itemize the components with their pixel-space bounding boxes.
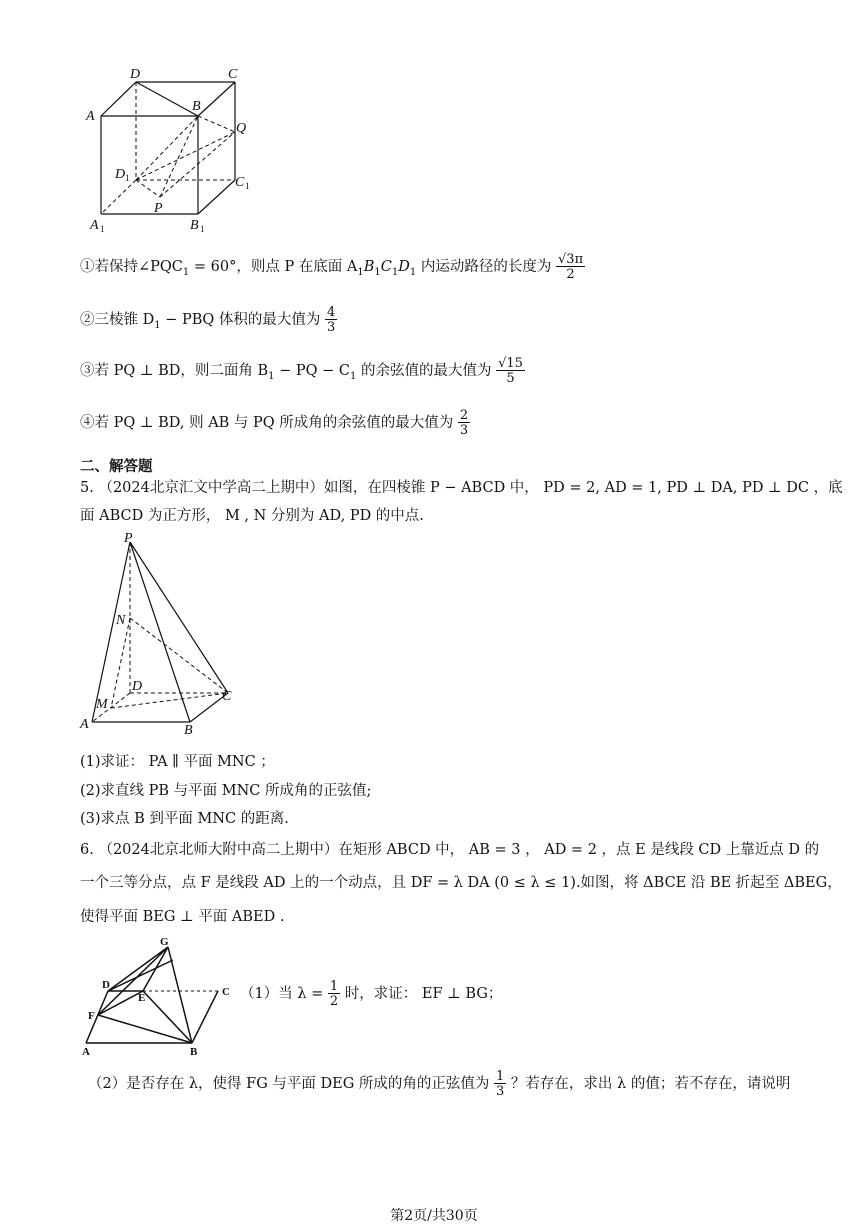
label-M: M — [96, 697, 108, 712]
label-F: F — [88, 1010, 95, 1022]
q6-line2: 一个三等分点，点 F 是线段 AD 上的一个动点，且 DF = λ DA (0 ≤ λ ≤ 1).如图，将 ΔBCE 沿 BE 折起至 ΔBEG， — [80, 875, 842, 891]
label-B: B — [184, 723, 193, 738]
q6-line3: 使得平面 BEG ⊥ 平面 ABED . — [80, 909, 285, 925]
label-G: G — [160, 936, 169, 948]
label-A1: A — [90, 218, 99, 233]
label-C: C — [228, 67, 238, 82]
q5-line1: 5. （2024北京汇文中学高二上期中）如图，在四棱锥 P − ABCD 中， PD = 2, AD = 1, PD ⊥ DA, PD ⊥ DC ，底 — [80, 480, 843, 496]
q5-line2: 面 ABCD 为正方形， M , N 分别为 AD, PD 的中点. — [80, 508, 424, 524]
label-A: A — [80, 717, 89, 732]
cube-figure — [80, 62, 270, 237]
option-3: ③若 PQ ⊥ BD，则二面角 $B_1$ − PQ − $C_1$ 的余弦值的最大值为 $\frac{√15}{5}$ — [80, 356, 523, 386]
svg-text:1: 1 — [200, 224, 205, 234]
label-D: D — [102, 979, 110, 991]
svg-text:1: 1 — [125, 173, 130, 183]
option-1: ①若保持$\angle PQC_1 = 60^\circ$，则点 P 在底面 $A_1B_1C_1D_1$ 内运动路径的长度为 $\frac{√3\pi}{2}$ — [80, 252, 584, 282]
label-D: D — [130, 67, 141, 82]
label-P: P — [154, 201, 163, 216]
q6-sub2: （2）是否存在 λ，使得 FG 与平面 DEG 所成的角的正弦值为 $\frac{1}{3}$ ？若存在，求出 λ 的值；若不存在，请说明 — [88, 1069, 791, 1099]
q5-sub3: (3)求点 B 到平面 MNC 的距离. — [80, 811, 289, 827]
label-C: C — [222, 689, 232, 704]
label-P: P — [124, 531, 133, 546]
label-C: C — [222, 986, 230, 998]
label-N: N — [116, 613, 126, 628]
label-A: A — [86, 109, 95, 124]
q5-sub2: (2)求直线 PB 与平面 MNC 所成角的正弦值; — [80, 783, 372, 799]
svg-text:1: 1 — [245, 181, 250, 191]
label-D1: D — [115, 167, 126, 182]
page-footer: 第2页/共30页 — [390, 1208, 478, 1224]
q6-line1: 6. （2024北京北师大附中高二上期中）在矩形 ABCD 中， AB = 3 ， AD = 2 ，点 E 是线段 CD 上靠近点 D 的 — [80, 842, 820, 858]
svg-text:1: 1 — [100, 224, 105, 234]
label-Q: Q — [236, 121, 247, 136]
label-E: E — [138, 992, 146, 1004]
pyramid-figure — [78, 530, 248, 740]
label-D: D — [132, 679, 143, 694]
option-4: ④若 PQ ⊥ BD, 则 AB 与 PQ 所成角的余弦值的最大值为 $\frac{2}{3}$ — [80, 408, 469, 438]
option-2: ②三棱锥 $D_1$ − PBQ 体积的最大值为 $\frac{4}{3}$ — [80, 305, 336, 335]
label-B: B — [190, 1046, 198, 1057]
section-title: 二、解答题 — [80, 458, 153, 475]
fold-figure — [78, 935, 238, 1057]
q5-sub1: (1)求证： PA ∥ 平面 MNC ； — [80, 754, 275, 770]
label-A: A — [82, 1046, 90, 1057]
q6-sub1: （1）当 λ = $\frac{1}{2}$ 时，求证： EF ⊥ BG； — [240, 979, 503, 1009]
label-B1: B — [190, 218, 199, 233]
label-C1: C — [235, 175, 245, 190]
label-B: B — [192, 99, 201, 114]
